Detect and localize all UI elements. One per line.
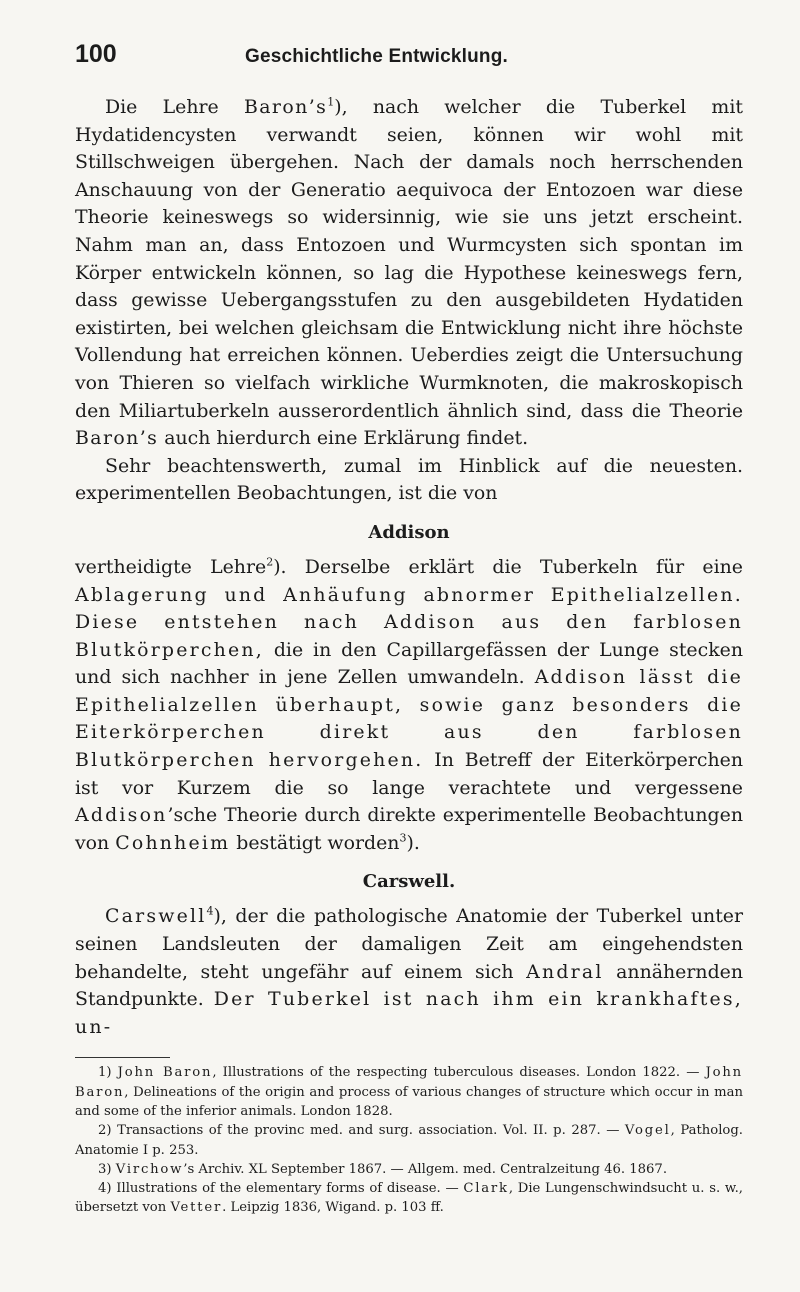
footnote-1: 1) John Baron, Illustrations of the respecting tuberculous diseases. London 1822. — John Baron, Delineations of the origin and process of various changes of structure which occur in man and some of the inferior animals. London 1828.	[75, 1065, 743, 1119]
emphasis-text: Ablagerung und Anhäufung abnormer Epithelialzellen. Diese entstehen nach Addison aus den farblosen Blutkörperchen,	[75, 583, 743, 661]
author-name: Cohnheim	[115, 831, 231, 854]
paragraph-carswell: Carswell$^4$), der die pathologische Anatomie der Tuberkel unter seinen Landsleuten der damaligen Zeit am eingehendsten behandelte, steht ungefähr auf einem sich Andral annähernden Standpunkte. Der Tuberkel ist nach ihm ein krankhaftes, un-	[75, 905, 744, 1038]
footnote-ref: 1	[327, 95, 335, 109]
footnote-4: 4) Illustrations of the elementary forms of disease. — Clark, Die Lungenschwindsucht u. s. w., übersetzt von Vetter. Leipzig 1836, Wigand. p. 103 ff.	[75, 1181, 743, 1216]
footnotes	[75, 1063, 743, 1217]
page-number: 100	[75, 40, 117, 68]
footnote-ref: 2	[266, 555, 274, 569]
page-header	[75, 40, 743, 74]
footnote-divider	[75, 1057, 170, 1058]
paragraph-baron: Die Lehre $Baron’s^1$), nach welcher die Tuberkel mit Hydatidencysten verwandt seien, können wir wohl mit Stillschweigen übergehen. Nach der damals noch herrschenden Anschauung von der Generatio aequivoca der Entozoen war diese Theorie keineswegs so widersinnig, wie sie uns jetzt erscheint. Nahm man an, dass Entozoen und Wurmcysten sich spontan im Körper entwickeln können, so lag die Hypothese keineswegs fern, dass gewisse Uebergangsstufen zu den ausgebildeten Hydatiden existirten, bei welchen gleichsam die Entwicklung nicht ihre höchste Vollendung hat erreichen können. Ueberdies zeigt die Untersuchung von Thieren so vielfach wirkliche Wurmknoten, die makroskopisch den Miliartuberkeln ausserordentlich ähnlich sind, dass die Theorie Baron’s auch hierdurch eine Erklärung findet.	[75, 95, 743, 450]
paragraph-addison: vertheidigte Lehre$^2$). Derselbe erklärt die Tuberkeln für eine Ablagerung und Anhäufung abnormer Epithelialzellen. Diese entstehen nach Addison aus den farblosen Blutkörperchen, die in den Capillargefässen der Lunge stecken und sich nachher in jene Zellen umwandeln. Addison lässt die Epithelialzellen überhaupt, sowie ganz besonders die Eiterkörperchen direkt aus den farblosen Blutkörperchen hervorgehen. In Betreff der Eiterkörperchen ist vor Kurzem die so lange verachtete und vergessene Addison’sche Theorie durch direkte experimentelle Beobachtungen von Cohnheim bestätigt worden$^3$).	[75, 555, 743, 854]
body-text	[75, 94, 743, 1041]
author-name: John Baron	[117, 1065, 213, 1081]
author-name: Baron’s	[75, 427, 159, 450]
author-name: Andral	[526, 960, 604, 983]
section-heading-carswell: Carswell.	[362, 871, 456, 893]
footnote-3: 3) Virchow’s Archiv. XL September 1867. — Allgem. med. Centralzeitung 46. 1867.	[98, 1161, 668, 1177]
author-name: John Baron	[75, 1065, 743, 1100]
author-name: Clark	[463, 1181, 509, 1197]
section-heading-addison: Addison	[368, 521, 450, 543]
author-name: Vogel	[624, 1123, 671, 1139]
footnote-ref: 4	[206, 905, 214, 919]
footnote-2: 2) Transactions of the provinc med. and surg. association. Vol. II. p. 287. — Vogel, Patholog. Anatomie I p. 253.	[75, 1123, 743, 1158]
page	[75, 40, 743, 1218]
running-title: Geschichtliche Entwicklung.	[245, 46, 509, 67]
paragraph-transition: Sehr beachtenswerth, zumal im Hinblick auf die neuesten. experimentellen Beobachtungen, ist die von	[75, 454, 743, 505]
emphasis-text: Addison lässt die Epithelialzellen überhaupt, sowie ganz besonders die Eiterkörperchen direkt aus den farblosen Blutkörperchen hervorgehen.	[75, 666, 743, 772]
author-name: Virchow	[115, 1161, 184, 1177]
author-name: Addison	[75, 804, 168, 827]
author-name: Vetter	[170, 1200, 223, 1216]
author-name: Baron’s	[243, 96, 328, 118]
author-name: Carswell	[105, 905, 207, 928]
emphasis-text: Der Tuberkel ist nach ihm ein krankhaftes, un-	[75, 988, 743, 1038]
footnote-ref: 3	[399, 831, 407, 845]
